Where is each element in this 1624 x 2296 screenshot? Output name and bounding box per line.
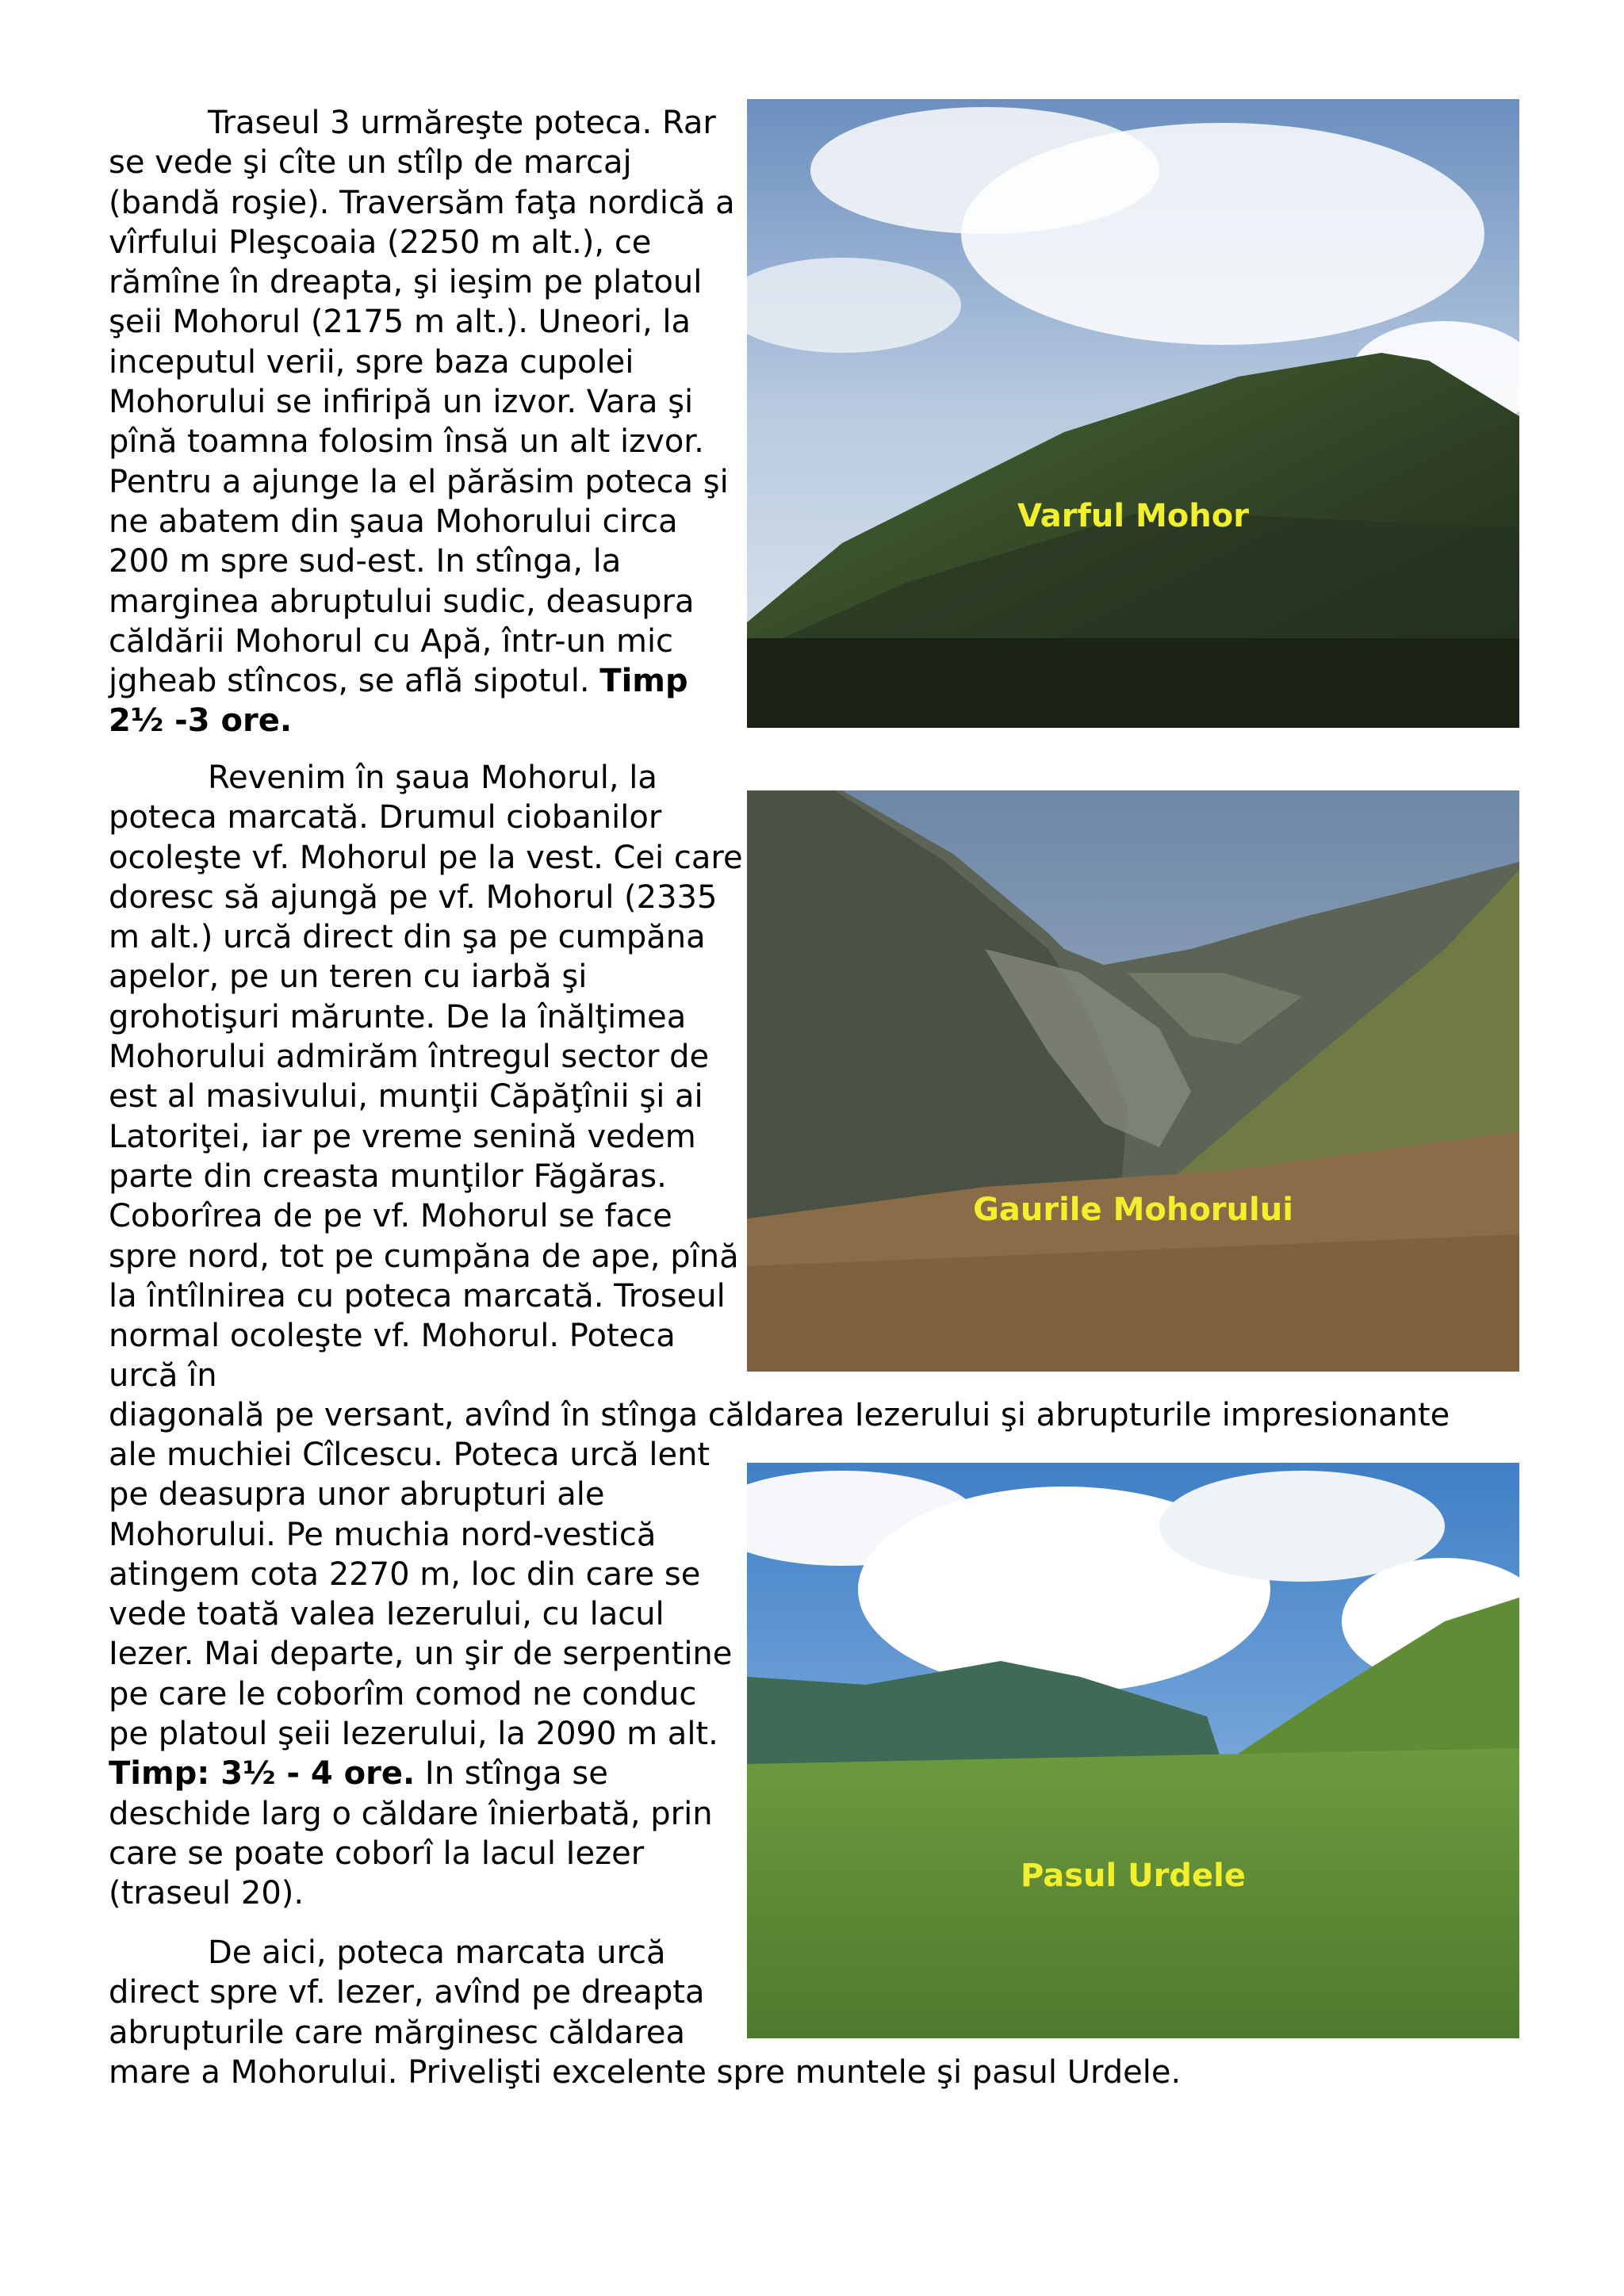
photo-pasul-urdele (747, 1463, 1519, 2038)
photo-varful-mohor (747, 99, 1519, 728)
paragraph-1-time: Timp 2½ -3 ore. (109, 663, 688, 740)
paragraph-1 (109, 103, 743, 741)
paragraph-3 (109, 1933, 743, 2053)
paragraph-3-text: De aici, poteca marcata urcă direct spre vf. Iezer, avînd pe dreapta abrupturile care mărginesc căldarea (109, 1934, 705, 2051)
paragraph-2-end-text: In stînga se deschide larg o căldare înierbată, prin care se poate coborî la lacul Iezer (traseul 20). (109, 1755, 713, 1912)
paragraph-2 (109, 758, 743, 1396)
photo-caption: Gaurile Mohorului (973, 1192, 1293, 1228)
paragraph-3-full-line: mare a Mohorului. Privelişti excelente spre muntele şi pasul Urdele. (109, 2054, 1182, 2091)
paragraph-2-text: Revenim în şaua Mohorul, la poteca marcată. Drumul ciobanilor ocoleşte vf. Mohorul pe la vest. Cei care doresc să ajungă pe vf. Mohorul (2335 m alt.) urcă direct din şa pe cumpăna apelor, pe un teren cu iarbă şi grohotişuri mărunte. De la înălţimea Mohorului admirăm întregul sector de est al masivului, munţii Căpăţînii şi ai Latoriţei, iar pe vreme senină vedem parte din creasta munţilor Făgăras. Coborîrea de pe vf. Mohorul se face spre nord, tot pe cumpăna de ape, pînă la întîlnirea cu poteca marcată. Troseul normal ocoleşte vf. Mohorul. Poteca urcă în (109, 760, 743, 1395)
paragraph-2-continued (109, 1435, 743, 1914)
paragraph-1-text: Traseul 3 urmăreşte poteca. Rar se vede şi cîte un stîlp de marcaj (bandă roşie). Traversăm faţa nordică a vîrfului Pleşcoaia (2250 m alt.), ce rămîne în dreapta, şi ieşim pe platoul şeii Mohorul (2175 m alt.). Uneori, la inceputul verii, spre baza cupolei Mohorului se infiripă un izvor. Vara şi pînă toamna folosim însă un alt izvor. Pentru a ajunge la el părăsim poteca şi ne abatem din şaua Mohorului circa 200 m spre sud-est. In stînga, la marginea abruptului sudic, deasupra căldării Mohorul cu Apă, într-un mic jgheab stîncos, se află sipotul. (109, 105, 735, 700)
paragraph-2-cont-text: ale muchiei Cîlcescu. Poteca urcă lent pe deasupra unor abrupturi ale Mohorului. Pe muchia nord-vestică atingem cota 2270 m, loc din care se vede toată valea Iezerului, cu lacul Iezer. Mai departe, un şir de serpentine pe care le coborîm comod ne conduc pe platoul şeii Iezerului, la 2090 m alt. (109, 1437, 733, 1753)
paragraph-2-time: Timp: 3½ - 4 ore. (109, 1755, 416, 1793)
photo-gaurile-mohorului (747, 790, 1519, 1372)
photo-caption: Pasul Urdele (1021, 1858, 1246, 1894)
photo-caption: Varful Mohor (1017, 498, 1249, 534)
paragraph-2-full-line: diagonală pe versant, avînd în stînga căldarea Iezerului şi abrupturile impresionante (109, 1397, 1450, 1433)
